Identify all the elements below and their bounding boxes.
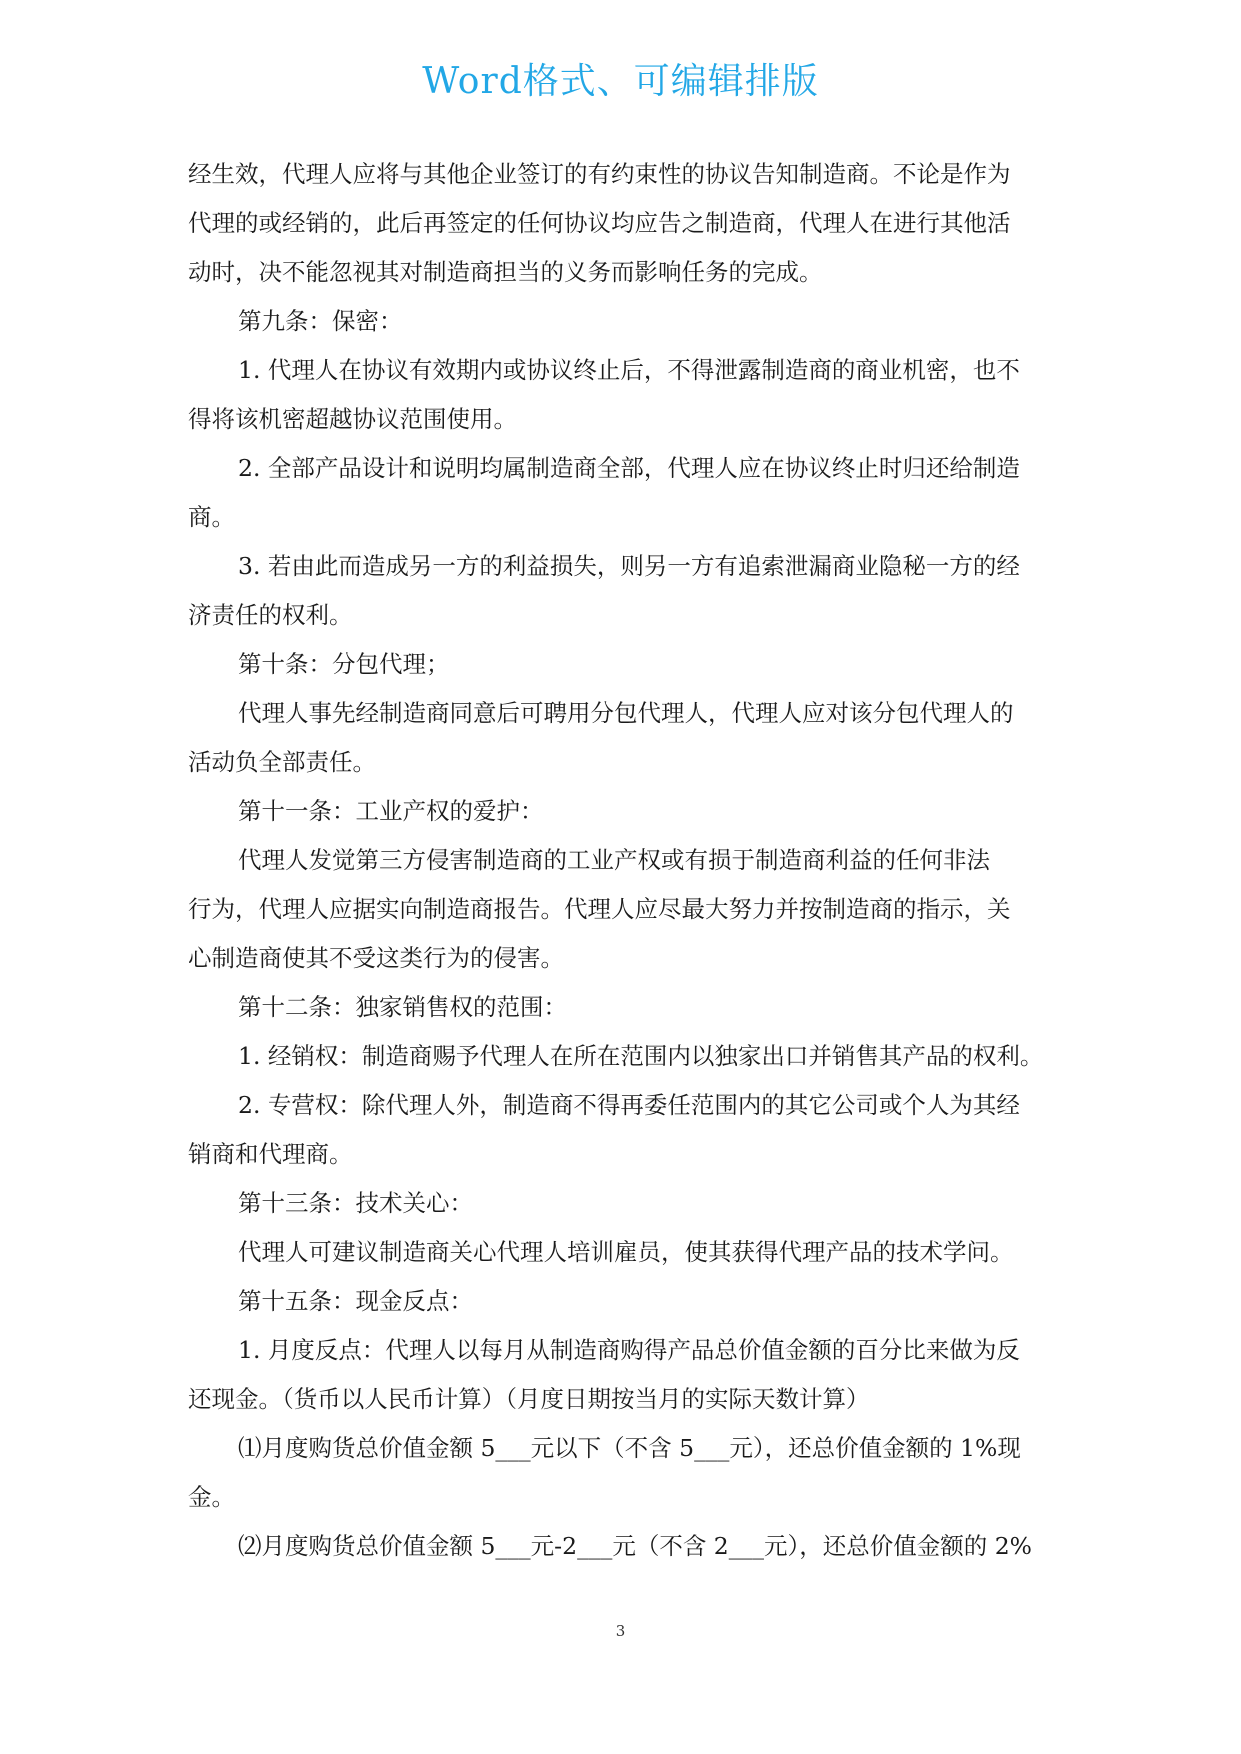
paragraph [188, 1081, 1056, 1130]
document-body [188, 150, 1056, 1571]
text-line: 金。 [188, 1483, 235, 1511]
text-line: 2. 全部产品设计和说明均属制造商全部，代理人应在协议终止时归还给制造 [238, 454, 1020, 482]
paragraph [188, 1228, 1056, 1277]
text-line: 1. 月度反点：代理人以每月从制造商购得产品总价值金额的百分比来做为反 [238, 1336, 1020, 1364]
text-line: 2. 专营权：除代理人外，制造商不得再委任范围内的其它公司或个人为其经 [238, 1091, 1020, 1119]
paragraph [188, 444, 1056, 493]
paragraph [188, 542, 1056, 591]
text-line: 第十条：分包代理； [238, 650, 450, 678]
text-line: 3. 若由此而造成另一方的利益损失，则另一方有追索泄漏商业隐秘一方的经 [238, 552, 1020, 580]
text-line: 行为，代理人应据实向制造商报告。代理人应尽最大努力并按制造商的指示，关 [188, 895, 1011, 923]
paragraph [188, 738, 1056, 787]
text-line: 动时，决不能忽视其对制造商担当的义务而影响任务的完成。 [188, 258, 823, 286]
text-line: ⑵月度购货总价值金额 5___元-2___元（不含 2___元），还总价值金额的 2% [238, 1532, 1032, 1560]
paragraph [188, 1032, 1056, 1081]
text-line: 第九条：保密： [238, 307, 403, 335]
text-line: 经生效，代理人应将与其他企业签订的有约束性的协议告知制造商。不论是作为 [188, 160, 1011, 188]
paragraph [188, 493, 1056, 542]
text-line: 第十三条：技术关心： [238, 1189, 473, 1217]
paragraph [188, 689, 1056, 738]
paragraph [188, 983, 1056, 1032]
paragraph [188, 150, 1056, 297]
text-line: 代理人发觉第三方侵害制造商的工业产权或有损于制造商利益的任何非法 [238, 846, 990, 874]
text-line: 代理人可建议制造商关心代理人培训雇员，使其获得代理产品的技术学问。 [238, 1238, 1014, 1266]
text-line: 第十二条：独家销售权的范围： [238, 993, 567, 1021]
paragraph [188, 346, 1056, 395]
paragraph [188, 1424, 1056, 1473]
paragraph [188, 836, 1056, 885]
text-line: 第十五条：现金反点： [238, 1287, 473, 1315]
text-line: ⑴月度购货总价值金额 5___元以下（不含 5___元），还总价值金额的 1%现 [238, 1434, 1021, 1462]
paragraph [188, 1326, 1056, 1375]
text-line: 得将该机密超越协议范围使用。 [188, 405, 517, 433]
page-header-title: Word格式、可编辑排版 [422, 61, 819, 102]
text-line: 心制造商使其不受这类行为的侵害。 [188, 944, 564, 972]
paragraph [188, 640, 1056, 689]
text-line: 1. 经销权：制造商赐予代理人在所在范围内以独家出口并销售其产品的权利。 [238, 1042, 1044, 1070]
paragraph [188, 395, 1056, 444]
page-number: 3 [615, 1622, 626, 1640]
paragraph [188, 1179, 1056, 1228]
text-line: 商。 [188, 503, 235, 531]
text-line: 代理人事先经制造商同意后可聘用分包代理人，代理人应对该分包代理人的 [238, 699, 1014, 727]
paragraph [188, 1473, 1056, 1522]
paragraph [188, 297, 1056, 346]
paragraph [188, 1277, 1056, 1326]
text-line: 1. 代理人在协议有效期内或协议终止后，不得泄露制造商的商业机密，也不 [238, 356, 1020, 384]
text-line: 第十一条：工业产权的爱护： [238, 797, 544, 825]
paragraph [188, 591, 1056, 640]
paragraph [188, 787, 1056, 836]
paragraph [188, 1522, 1056, 1571]
text-line: 济责任的权利。 [188, 601, 353, 629]
text-line: 活动负全部责任。 [188, 748, 376, 776]
paragraph [188, 885, 1056, 983]
paragraph [188, 1130, 1056, 1179]
text-line: 销商和代理商。 [188, 1140, 353, 1168]
paragraph [188, 1375, 1056, 1424]
text-line: 代理的或经销的，此后再签定的任何协议均应告之制造商，代理人在进行其他活 [188, 209, 1011, 237]
text-line: 还现金。（货币以人民币计算）（月度日期按当月的实际天数计算） [188, 1385, 870, 1413]
